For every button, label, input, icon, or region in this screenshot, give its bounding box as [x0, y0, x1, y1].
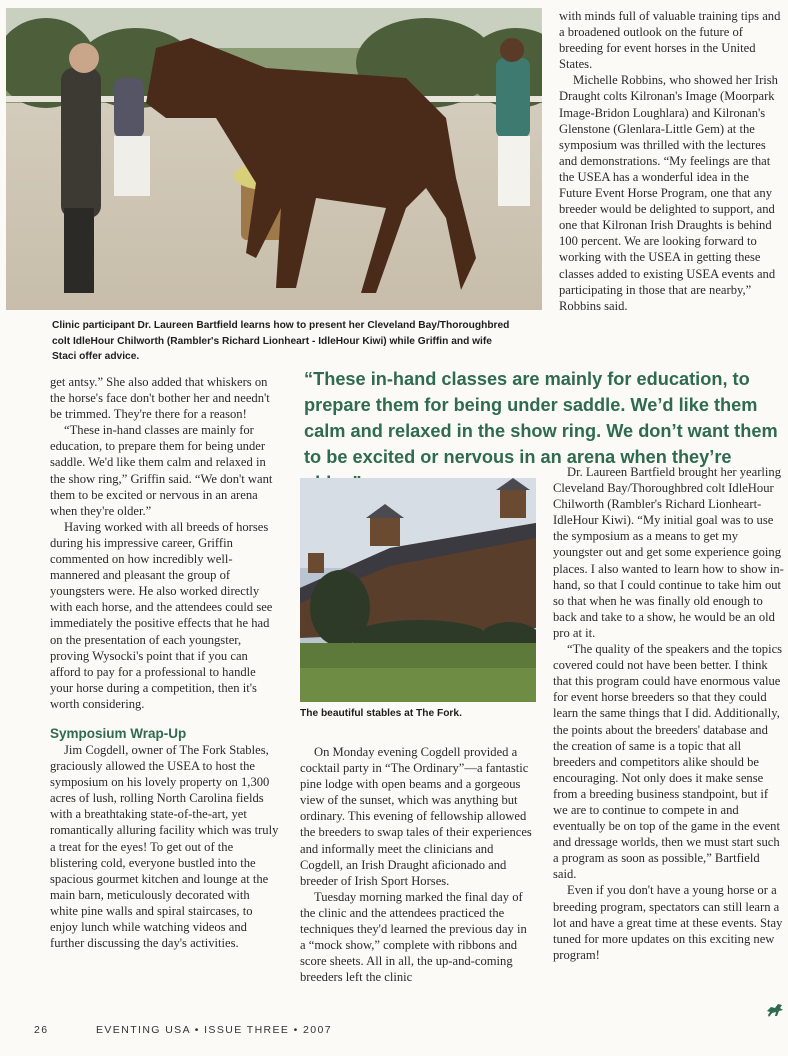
section-heading: Symposium Wrap-Up [50, 725, 187, 741]
paragraph: Jim Cogdell, owner of The Fork Stables, graciously allowed the USEA to host the symposium on his lovely property on 1,300 acres of lush, rolling North Carolina fields with a breathtaking state-of-the-art, yet romantically alluring facility which was truly a treat for the eyes! To get out of the blistering cold, everyone bustled into the spacious gourmet kitchen and lounge at the main barn, meticulously decorated with white pine walls and spiral staircases, to enjoy lunch while watching videos and further discussing the day's activities. [50, 742, 279, 951]
paragraph: Even if you don't have a young horse or a breeding program, spectators can still learn a lot and have a great time at these events. Stay tuned for more updates on this exciting new program! [553, 883, 783, 962]
page-number: 26 [34, 1024, 49, 1036]
stables-photo [300, 478, 536, 702]
paragraph: On Monday evening Cogdell provided a cocktail party in “The Ordinary”—a fantastic pine lodge with open beams and a gorgeous view of the sunset, which was anything but ordinary. This evening of fellowship allowed the breeders to swap tales of their experiences and informally meet the clinicians and Cogdell, an Irish Draught aficionado and breeder of Irish Sport Horses. [300, 745, 532, 888]
publication-footer: EVENTING USA • ISSUE THREE • 2007 [96, 1024, 333, 1036]
stables-photo-caption: The beautiful stables at The Fork. [300, 708, 462, 719]
paragraph: Michelle Robbins, who showed her Irish Draught colts Kilronan's Image (Moorpark Image-Bridon Loughlara) and Kilronan's Glenstone (Glenlara-Little Gem) at the symposium was thrilled with the lectures and demonstrations. “My feelings are that the USEA has a wonderful idea in the Future Event Horse Program, one that any breeder would be delighted to support, and one that Kilronan Irish Draughts is behind 100 percent. We are looking forward to working with the USEA in getting these classes added to existing USEA events and participating in those that are nearby,” Robbins said. [559, 73, 778, 313]
paragraph: get antsy.” She also added that whiskers on the horse's face don't bother her and needn't be trimmed. They're there for a reason! [50, 375, 270, 422]
paragraph: Dr. Laureen Bartfield brought her yearling Cleveland Bay/Thoroughbred colt IdleHour Chilworth (Rambler's Richard Lionheart-IdleHour Kiwi). “My initial goal was to use the symposium as a means to get my youngster out and get some experience going places. I also wanted to learn how to show in-hand, so that I could continue to take him out so that when he was finally old enough to back and take to a show, he would be an old pro at it. [553, 465, 784, 640]
paragraph: “The quality of the speakers and the topics covered could not have been better. I think that this program could have enormous value for event horse breeders so that they could learn the same things that I did. Additionally, the points about the breeders' database and the creation of same is a topic that all breeders and competitors alike should be encouraging. Not only does it make sense from a breeding business standpoint, but if we are to continue to compete in and eventually be on top of the game in the event and dressage worlds, then we must start such a program as soon as possible,” Bartfield said. [553, 642, 783, 882]
middle-column [300, 744, 534, 985]
right-top-column [559, 8, 783, 314]
pull-quote: “These in-hand classes are mainly for education, to prepare them for being under saddle. We’d like them calm and relaxed in the show ring. We don’t want them to be excited or nervous in an arena when they’re [304, 369, 778, 467]
paragraph: with minds full of valuable training tips and a broadened outlook on the future of breeding for event horses in the United States. [559, 9, 781, 72]
horse-end-icon [766, 1002, 784, 1018]
right-bottom-column [553, 464, 785, 963]
horse-photo-caption: Clinic participant Dr. Laureen Bartfield learns how to present her Cleveland Bay/Thoroughbred colt IdleHour Chilworth (Rambler's Richard Lionheart - IdleHour Kiwi) while Griffin and wife Staci offer advice. [52, 320, 510, 363]
paragraph: “These in-hand classes are mainly for education, to prepare them for being under saddle. We'd like them calm and relaxed in the show ring,” Griffin said. “We don't want them to be excited or nervous in an arena when they're older.” [50, 423, 273, 518]
paragraph: Tuesday morning marked the final day of the clinic and the attendees practiced the techniques they'd learned the previous day in a “mock show,” complete with ribbons and score sheets. All in all, the up-and-coming breeders left the clinic [300, 889, 527, 985]
paragraph: Having worked with all breeds of horses during his impressive career, Griffin commented on how incredibly well-mannered and pleasant the group of youngsters were. He also worked directly with each horse, and the attendees could see immediately the positive effects that he had on the presentation of each youngster, proving Wysocki's point that if you can afford to pay for a professional to handle your horse during a competition, then it's worth considering. [50, 519, 273, 711]
horse-photo [6, 8, 542, 310]
left-column [50, 374, 280, 951]
